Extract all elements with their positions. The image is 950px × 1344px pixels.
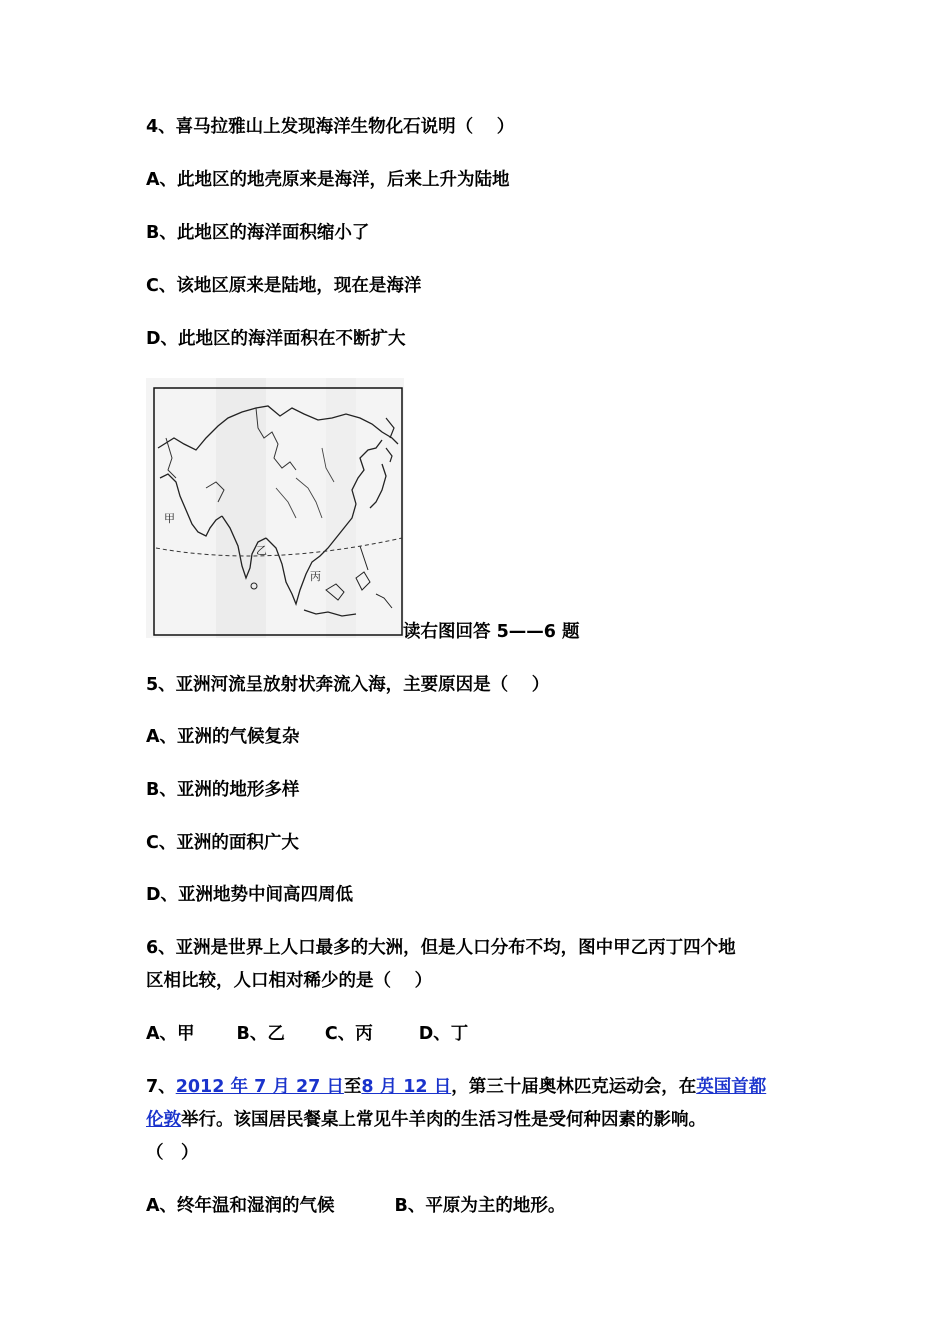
asia-map: [146, 378, 404, 638]
q5-stem: 5、亚洲河流呈放射状奔流入海，主要原因是（ ）: [146, 675, 550, 695]
q7-stem-line1: [146, 1076, 766, 1098]
q7-prefix: 7、: [146, 1077, 176, 1097]
q5-option-b: B、亚洲的地形多样: [146, 780, 300, 800]
map-label-yi: 乙: [256, 544, 267, 557]
q7-text-mid: ，第三十届奥林匹克运动会，在: [451, 1077, 697, 1097]
q7-text-rest: 举行。该国居民餐桌上常见牛羊肉的生活习性是受何种因素的影响。: [181, 1110, 706, 1130]
q6-option-b: B、乙: [236, 1024, 285, 1044]
link-uk-capital[interactable]: 英国首都: [696, 1077, 767, 1097]
q6-stem-line1: 6、亚洲是世界上人口最多的大洲，但是人口分布不均，图中甲乙丙丁四个地: [146, 938, 736, 958]
q5-option-d: D、亚洲地势中间高四周低: [146, 885, 354, 905]
q4-stem: 4、喜马拉雅山上发现海洋生物化石说明（ ）: [146, 117, 515, 137]
q4-option-a: A、此地区的地壳原来是海洋，后来上升为陆地: [146, 170, 510, 190]
q7-options: [146, 1195, 565, 1217]
q4-option-c: C、该地区原来是陆地，现在是海洋: [146, 276, 422, 296]
link-date-start[interactable]: 2012 年 7 月 27 日: [175, 1077, 344, 1097]
map-label-bing: 丙: [310, 570, 321, 583]
q7-option-b: B、平原为主的地形。: [394, 1196, 566, 1216]
map-caption: 读右图回答 5——6 题: [403, 622, 580, 642]
q6-option-d: D、丁: [418, 1024, 469, 1044]
asia-map-drawing: [146, 378, 404, 638]
q7-stem-line2: [146, 1109, 706, 1131]
q6-option-a: A、甲: [146, 1024, 195, 1044]
link-london[interactable]: 伦敦: [146, 1110, 181, 1130]
link-date-end[interactable]: 8 月 12 日: [361, 1077, 452, 1097]
q7-text-to: 至: [343, 1077, 362, 1097]
q4-option-b: B、此地区的海洋面积缩小了: [146, 223, 370, 243]
q6-option-c: C、丙: [324, 1024, 373, 1044]
q5-option-a: A、亚洲的气候复杂: [146, 727, 300, 747]
map-label-jia: 甲: [164, 512, 175, 525]
q5-option-c: C、亚洲的面积广大: [146, 833, 299, 853]
q4-option-d: D、此地区的海洋面积在不断扩大: [146, 329, 406, 349]
q7-paren: （ ）: [146, 1143, 199, 1163]
q7-option-a: A、终年温和湿润的气候: [146, 1196, 335, 1216]
q6-stem-line2: 区相比较，人口相对稀少的是（ ）: [146, 971, 433, 991]
q6-options: [146, 1023, 468, 1045]
